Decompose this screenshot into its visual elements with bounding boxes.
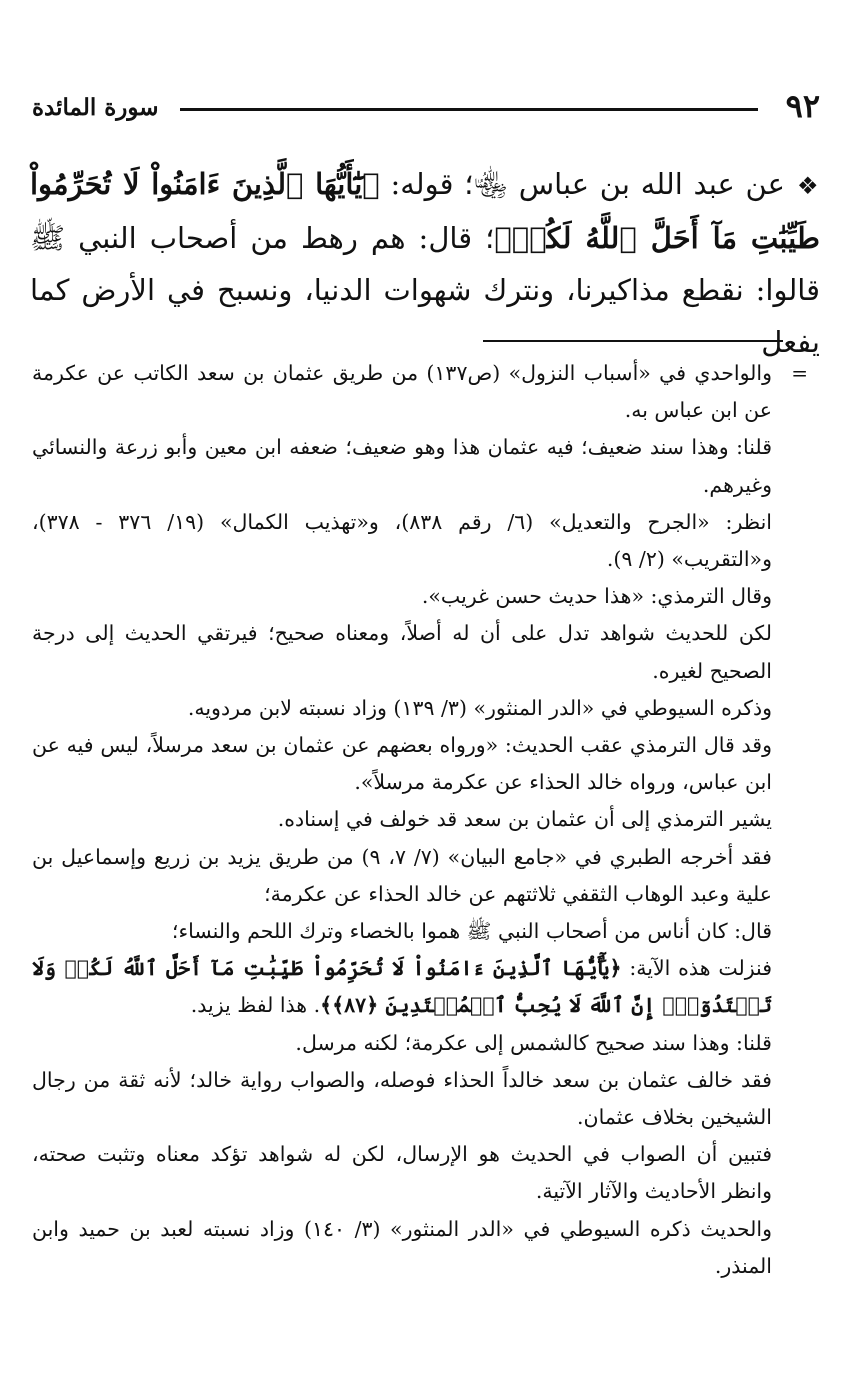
footnote-paragraph: قال: كان أناس من أصحاب النبي ﷺ هموا بالخصاء وترك اللحم والنساء؛ xyxy=(171,919,772,944)
footnote-paragraph: فقد أخرجه الطبري في «جامع البيان» (٧/ ٧، ٩) من طريق يزيد بن زريع وإسماعيل بن علية وعبد الوهاب الثقفي ثلاثتهم عن خالد الحذاء عن عكرمة؛ xyxy=(32,844,772,906)
footnote-separator xyxy=(483,340,783,342)
verse-intro: فنزلت هذه الآية: xyxy=(621,956,772,981)
diamond-bullet-icon: ❖ xyxy=(796,172,820,200)
main-intro: عن عبد الله بن عباس ﵄؛ قوله: xyxy=(379,167,785,201)
footnote-paragraph: يشير الترمذي إلى أن عثمان بن سعد قد خولف في إسناده. xyxy=(277,807,772,832)
main-paragraph xyxy=(30,158,820,368)
footnote-paragraph: والحديث ذكره السيوطي في «الدر المنثور» (٣/ ١٤٠) وزاد نسبته لعبد بن حميد وابن المنذر. xyxy=(32,1216,772,1278)
footnote-paragraph: انظر: «الجرح والتعديل» (٦/ رقم ٨٣٨)، و«تهذيب الكمال» (١٩/ ٣٧٦ - ٣٧٨)، و«التقريب» (٢/ ٩). xyxy=(32,509,772,572)
footnote-paragraph: وذكره السيوطي في «الدر المنثور» (٣/ ١٣٩) وزاد نسبته لابن مردويه. xyxy=(187,695,772,720)
verse-tail: . هذا لفظ يزيد. xyxy=(190,993,321,1018)
header-rule xyxy=(180,108,758,111)
footnote-paragraph: لكن للحديث شواهد تدل على أن له أصلاً، ومعناه صحيح؛ فيرتقي الحديث إلى درجة الصحيح لغيره. xyxy=(32,621,772,683)
running-header xyxy=(30,82,820,132)
continuation-mark: = xyxy=(791,361,808,385)
main-rest: ؛ قال: هم رهط من أصحاب النبي ﷺ قالوا: نقطع مذاكيرنا، ونترك شهوات الدنيا، ونسبح في الأرض كما يفعل xyxy=(30,221,820,359)
footnotes xyxy=(32,355,808,1285)
footnote-paragraph: قلنا: وهذا سند صحيح كالشمس إلى عكرمة؛ لكنه مرسل. xyxy=(295,1030,772,1055)
footnote-paragraph: والواحدي في «أسباب النزول» (ص١٣٧) من طريق عثمان بن سعد الكاتب عن عكرمة عن ابن عباس به. xyxy=(32,361,772,423)
footnote-verse-paragraph xyxy=(32,950,772,1024)
main-text xyxy=(30,158,820,368)
quran-quote: ﴿يَٰٓأَيُّهَا ٱلَّذِينَ ءَامَنُواْ لَا تُحَرِّمُواْ طَيِّبَٰتِ مَآ أَحَلَّ ٱللَّهُ لَكُمۡ﴾ xyxy=(30,167,820,255)
footnote-paragraph: وقد قال الترمذي عقب الحديث: «ورواه بعضهم عن عثمان بن سعد مرسلاً، ليس فيه عن ابن عباس، ورواه خالد الحذاء عن عكرمة مرسلاً». xyxy=(32,733,772,795)
quran-verse: ﴿يَٰٓأَيُّهَا ٱلَّذِينَ ءَامَنُواْ لَا تُحَرِّمُواْ طَيِّبَٰتِ مَآ أَحَلَّ ٱللَّهُ لَكُمۡ وَلَا تَعۡتَدُوٓاْۚ إِنَّ ٱللَّهَ لَا يُحِبُّ ٱلۡمُعۡتَدِينَ ﴿٨٧﴾﴾ xyxy=(32,956,772,1018)
page-number: ٩٢ xyxy=(785,87,820,125)
surah-title: سورة المائدة xyxy=(32,94,159,121)
footnote-paragraph: فقد خالف عثمان بن سعد خالداً الحذاء فوصله، والصواب رواية خالد؛ لأنه ثقة من رجال الشيخين بخلاف عثمان. xyxy=(32,1067,772,1130)
footnote-paragraph: فتبين أن الصواب في الحديث هو الإرسال، لكن له شواهد تؤكد معناه وتثبت صحته، وانظر الأحاديث والآثار الآتية. xyxy=(32,1142,772,1204)
footnote-paragraph: قلنا: وهذا سند ضعيف؛ فيه عثمان هذا وهو ضعيف؛ ضعفه ابن معين وأبو زرعة والنسائي وغيرهم. xyxy=(32,435,772,497)
footnote-paragraph: وقال الترمذي: «هذا حديث حسن غريب». xyxy=(421,584,772,609)
